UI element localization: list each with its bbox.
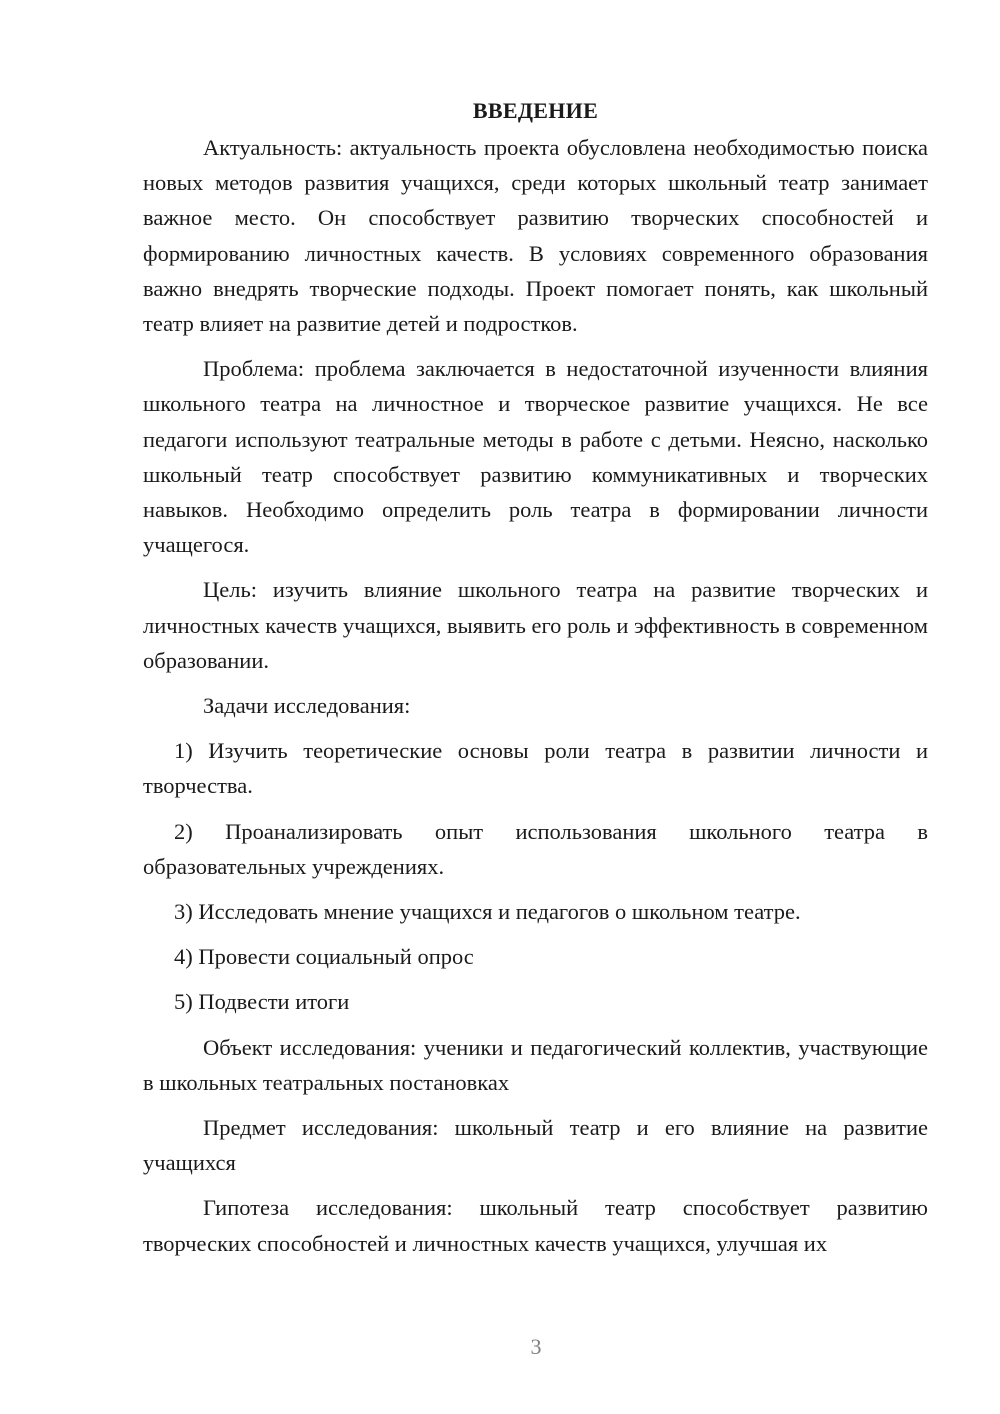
page-number: 3 [530, 1334, 542, 1359]
list-item: 4) Провести социальный опрос [174, 944, 474, 970]
tasks-list [143, 733, 928, 1019]
paragraph-object: Объект исследования: ученики и педагогический коллектив, участвующие в школьных театральных постановках [143, 1034, 928, 1095]
paragraph-relevance: Актуальность: актуальность проекта обусловлена необходимостью поиска новых методов развития учащихся, среди которых школьный театр занимает важное место. Он способствует развитию творческих способностей и формированию личностных качеств. В условиях современного образования важно внедрять творческие подходы. Проект помогает понять, как школьный театр влияет на развитие детей и подростков. [143, 135, 928, 337]
paragraph-hypothesis: Гипотеза исследования: школьный театр способствует развитию творческих способностей и личностных качеств учащихся, улучшая их [143, 1195, 928, 1256]
paragraph-subject: Предмет исследования: школьный театр и его влияние на развитие учащихся [143, 1115, 928, 1176]
list-item: 5) Подвести итоги [174, 989, 350, 1015]
paragraph-goal: Цель: изучить влияние школьного театра на развитие творческих и личностных качеств учащихся, выявить его роль и эффективность в современном образовании. [143, 577, 928, 673]
list-item: 3) Исследовать мнение учащихся и педагогов о школьном театре. [174, 899, 801, 925]
list-item: 2) Проанализировать опыт использования школьного театра в образовательных учреждениях. [143, 818, 928, 879]
paragraph-problem: Проблема: проблема заключается в недостаточной изученности влияния школьного театра на личностное и творческое развитие учащихся. Не все педагоги используют театральные методы в работе с детьми. Неясно, насколько школьный театр способствует развитию коммуникативных и творческих навыков. Необходимо определить роль театра в формировании личности учащегося. [143, 356, 928, 558]
document-page [143, 96, 928, 1271]
list-item: 1) Изучить теоретические основы роли театра в развитии личности и творчества. [143, 738, 928, 799]
page-title: ВВЕДЕНИЕ [472, 98, 599, 123]
tasks-heading: Задачи исследования: [203, 693, 411, 719]
